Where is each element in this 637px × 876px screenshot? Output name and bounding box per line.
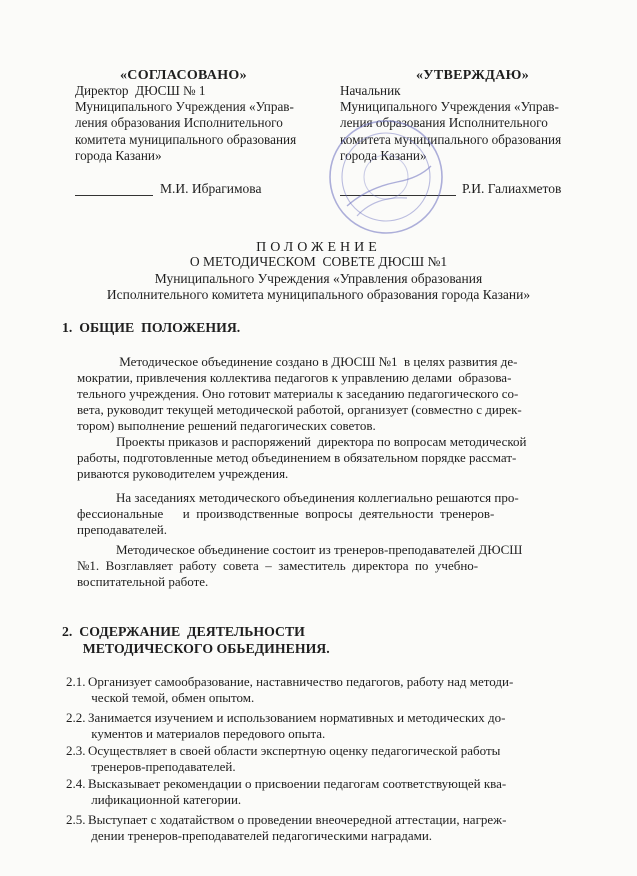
section-1-paragraph: Проекты приказов и распоряжений директора по вопросам методической работы, подготовленные метод объединением в обязательном порядке рассмат- риваются руководителем учреждения.	[77, 434, 527, 481]
list-item-text: Выступает с ходатайством о проведении внеочередной аттестации, нагреж- дении тренеров-преподавателей педагогическими наградами.	[88, 812, 507, 843]
list-item-number: 2.5.	[66, 812, 86, 827]
list-item-text: Организует самообразование, наставничество педагогов, работу над методи- ческой темой, обмен опытом.	[88, 674, 514, 705]
approval-title-right: «УТВЕРЖДАЮ»	[416, 68, 529, 83]
approval-title-left: «СОГЛАСОВАНО»	[120, 68, 247, 83]
list-item-number: 2.4.	[66, 776, 86, 791]
section-1-paragraph: На заседаниях методического объединения коллегиально решаются про- фессиональные и производственные вопросы деятельности тренеров- преподавателей.	[77, 490, 519, 537]
signatory-left: М.И. Ибрагимова	[160, 181, 262, 196]
document-subtitle: О МЕТОДИЧЕСКОМ СОВЕТЕ ДЮСШ №1 Муниципального Учреждения «Управления образования Исполнительного комитета муниципального образования города Казани»	[106, 254, 531, 302]
list-item-number: 2.2.	[66, 710, 86, 725]
signatory-right: Р.И. Галиахметов	[462, 181, 562, 196]
list-item-text: Высказывает рекомендации о присвоении педагогам соответствующей ква- лификационной категории.	[88, 776, 507, 807]
document-title: ПОЛОЖЕНИЕ	[256, 240, 381, 255]
list-item-text: Осуществляет в своей области экспертную оценку педагогической работы тренеров-преподавателей.	[88, 743, 501, 774]
section-1-paragraph: Методическое объединение состоит из тренеров-преподавателей ДЮСШ №1. Возглавляет работу совета – заместитель директора по учебно- воспитательной работе.	[77, 542, 523, 589]
section-1-paragraph: Методическое объединение создано в ДЮСШ №1 в целях развития де- мократии, привлечения коллектива педагогов к управлению делами образова- тельного учреждения. Оно готовит материалы к заседанию педагогического со- вета, руководит текущей методической работой, организует (совместно с дирек- тором) выполнение решений педагогических советов.	[77, 354, 522, 433]
official-stamp	[327, 118, 445, 236]
approval-right-text: Начальник Муниципального Учреждения «Управ- ления образования Исполнительного комитета муниципального образования города Казани»	[340, 83, 562, 163]
signature-line-left	[75, 195, 153, 196]
list-item-text: Занимается изучением и использованием нормативных и методических до- кументов и материалов передового опыта.	[88, 710, 506, 741]
section-2-heading: 2. СОДЕРЖАНИЕ ДЕЯТЕЛЬНОСТИ МЕТОДИЧЕСКОГО ОБЬЕДИНЕНИЯ.	[62, 624, 330, 656]
approval-left-text: Директор ДЮСШ № 1 Муниципального Учреждения «Управ- ления образования Исполнительного комитета муниципального образования города Казани»	[75, 83, 297, 163]
list-item-number: 2.3.	[66, 743, 86, 758]
section-1-heading: 1. ОБЩИЕ ПОЛОЖЕНИЯ.	[62, 320, 241, 335]
list-item-number: 2.1.	[66, 674, 86, 689]
